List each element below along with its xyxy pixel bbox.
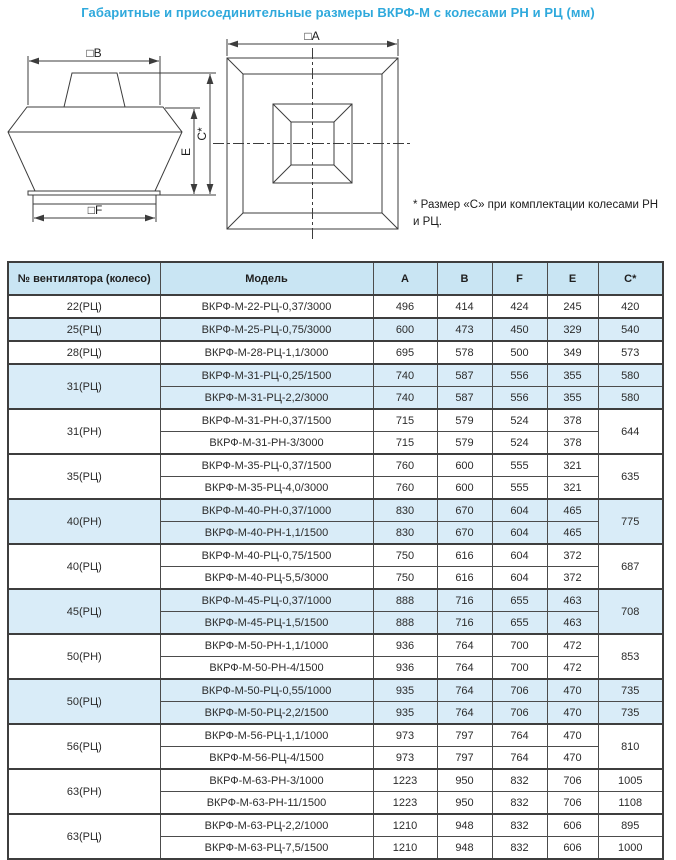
dim-a-cell: 830 [373,522,437,545]
table-row [8,409,663,432]
dim-b-cell: 578 [437,341,492,364]
dim-b-cell: 764 [437,657,492,680]
table-row [8,814,663,837]
dim-a-cell: 830 [373,499,437,522]
dim-b-cell: 473 [437,318,492,341]
table-header [8,262,663,295]
dim-a-cell: 760 [373,477,437,500]
dim-label-f: □F [87,203,103,217]
table-body [8,295,663,859]
wheel-cell: 40(РН) [8,499,160,544]
dim-f-cell: 500 [492,341,547,364]
dim-e-cell: 470 [547,747,598,770]
dim-a-cell: 936 [373,634,437,657]
side-view-diagram [0,48,222,228]
header-cell-0: № вентилятора (колесо) [8,262,160,295]
dim-c-cell: 735 [598,702,663,725]
dim-a-cell: 936 [373,657,437,680]
top-view-diagram [193,28,428,246]
wheel-cell: 45(РЦ) [8,589,160,634]
dim-f-cell: 604 [492,499,547,522]
dim-e-cell: 321 [547,477,598,500]
dim-a-cell: 935 [373,702,437,725]
wheel-cell: 63(РН) [8,769,160,814]
dim-b-cell: 764 [437,679,492,702]
wheel-cell: 31(РН) [8,409,160,454]
dim-b-cell: 579 [437,432,492,455]
dim-b-cell: 797 [437,724,492,747]
dim-a-cell: 715 [373,409,437,432]
dim-f-cell: 764 [492,747,547,770]
dim-e-cell: 606 [547,837,598,860]
dim-f-cell: 604 [492,544,547,567]
model-cell: ВКРФ-М-56-РЦ-4/1500 [160,747,373,770]
dim-b-cell: 948 [437,814,492,837]
table-row [8,634,663,657]
table-row [8,341,663,364]
dim-f-cell: 706 [492,702,547,725]
dim-f-cell: 524 [492,409,547,432]
dim-a-cell: 496 [373,295,437,318]
dim-e-cell: 349 [547,341,598,364]
model-cell: ВКРФ-М-50-РН-1,1/1000 [160,634,373,657]
header-cell-4: F [492,262,547,295]
dim-c-cell: 420 [598,295,663,318]
dim-e-cell: 472 [547,634,598,657]
dim-a-cell: 1223 [373,792,437,815]
dim-f-cell: 655 [492,612,547,635]
table-row [8,295,663,318]
dim-b-cell: 950 [437,792,492,815]
dim-f-cell: 556 [492,387,547,410]
dim-c-cell: 580 [598,364,663,387]
model-cell: ВКРФ-М-28-РЦ-1,1/3000 [160,341,373,364]
model-cell: ВКРФ-М-63-РЦ-2,2/1000 [160,814,373,837]
wheel-cell: 25(РЦ) [8,318,160,341]
dim-a-cell: 1210 [373,814,437,837]
wheel-cell: 63(РЦ) [8,814,160,859]
dim-b-cell: 948 [437,837,492,860]
dim-e-cell: 245 [547,295,598,318]
dim-e-cell: 706 [547,792,598,815]
dim-f-cell: 450 [492,318,547,341]
dim-a-cell: 715 [373,432,437,455]
dim-f-cell: 424 [492,295,547,318]
table-row [8,679,663,702]
dim-b-cell: 587 [437,387,492,410]
model-cell: ВКРФ-М-63-РН-3/1000 [160,769,373,792]
table-row [8,769,663,792]
dim-c-cell: 708 [598,589,663,634]
dim-a-cell: 973 [373,724,437,747]
dim-e-cell: 378 [547,432,598,455]
dim-e-cell: 355 [547,387,598,410]
model-cell: ВКРФ-М-56-РЦ-1,1/1000 [160,724,373,747]
dim-c-cell: 1108 [598,792,663,815]
dim-e-cell: 470 [547,724,598,747]
dim-e-cell: 465 [547,522,598,545]
dim-b-cell: 797 [437,747,492,770]
dim-f-cell: 655 [492,589,547,612]
dim-a-cell: 888 [373,612,437,635]
model-cell: ВКРФ-М-50-РЦ-0,55/1000 [160,679,373,702]
dim-a-cell: 740 [373,364,437,387]
dim-a-cell: 600 [373,318,437,341]
dim-a-cell: 750 [373,567,437,590]
header-row [8,262,663,295]
dim-f-cell: 706 [492,679,547,702]
dim-b-cell: 587 [437,364,492,387]
model-cell: ВКРФ-М-25-РЦ-0,75/3000 [160,318,373,341]
dim-c-cell: 644 [598,409,663,454]
table-row [8,454,663,477]
dim-e-cell: 321 [547,454,598,477]
dim-b-cell: 600 [437,454,492,477]
table-row [8,589,663,612]
dim-a-cell: 695 [373,341,437,364]
table-row [8,364,663,387]
model-cell: ВКРФ-М-40-РЦ-5,5/3000 [160,567,373,590]
dim-e-cell: 470 [547,679,598,702]
dim-e-cell: 372 [547,544,598,567]
model-cell: ВКРФ-М-22-РЦ-0,37/3000 [160,295,373,318]
wheel-cell: 40(РЦ) [8,544,160,589]
dim-e-cell: 463 [547,589,598,612]
wheel-cell: 50(РН) [8,634,160,679]
dim-f-cell: 555 [492,454,547,477]
dim-c-cell: 895 [598,814,663,837]
model-cell: ВКРФ-М-40-РН-1,1/1500 [160,522,373,545]
dim-c-cell: 1000 [598,837,663,860]
dim-b-cell: 950 [437,769,492,792]
dim-e-cell: 355 [547,364,598,387]
model-cell: ВКРФ-М-35-РЦ-4,0/3000 [160,477,373,500]
dim-b-cell: 616 [437,544,492,567]
dim-c-cell: 735 [598,679,663,702]
dim-e-cell: 463 [547,612,598,635]
dim-f-cell: 700 [492,634,547,657]
dim-a-cell: 973 [373,747,437,770]
wheel-cell: 56(РЦ) [8,724,160,769]
dim-label-a: □A [304,29,320,43]
dim-f-cell: 604 [492,522,547,545]
dim-e-cell: 372 [547,567,598,590]
dim-f-cell: 556 [492,364,547,387]
dim-e-cell: 378 [547,409,598,432]
model-cell: ВКРФ-М-45-РЦ-1,5/1500 [160,612,373,635]
header-cell-5: E [547,262,598,295]
dim-b-cell: 414 [437,295,492,318]
dim-b-cell: 600 [437,477,492,500]
dim-e-cell: 706 [547,769,598,792]
dim-c-cell: 687 [598,544,663,589]
dim-f-cell: 832 [492,837,547,860]
dim-b-cell: 716 [437,612,492,635]
dim-f-cell: 832 [492,769,547,792]
header-cell-3: B [437,262,492,295]
dim-c-cell: 853 [598,634,663,679]
model-cell: ВКРФ-М-31-РН-0,37/1500 [160,409,373,432]
dim-a-cell: 760 [373,454,437,477]
dim-e-cell: 606 [547,814,598,837]
dim-label-b: □B [86,48,102,60]
model-cell: ВКРФ-М-50-РН-4/1500 [160,657,373,680]
dim-b-cell: 616 [437,567,492,590]
dim-c-cell: 580 [598,387,663,410]
model-cell: ВКРФ-М-45-РЦ-0,37/1000 [160,589,373,612]
dim-a-cell: 1223 [373,769,437,792]
dim-a-cell: 740 [373,387,437,410]
dim-c-cell: 635 [598,454,663,499]
dim-b-cell: 670 [437,499,492,522]
model-cell: ВКРФ-М-31-РЦ-2,2/3000 [160,387,373,410]
dim-f-cell: 604 [492,567,547,590]
dim-f-cell: 764 [492,724,547,747]
dim-b-cell: 764 [437,634,492,657]
dimensions-table [7,261,664,860]
dim-f-cell: 524 [492,432,547,455]
dim-a-cell: 888 [373,589,437,612]
dim-label-c: C* [195,127,209,141]
header-cell-1: Модель [160,262,373,295]
dim-e-cell: 465 [547,499,598,522]
dim-e-cell: 472 [547,657,598,680]
wheel-cell: 28(РЦ) [8,341,160,364]
dim-e-cell: 329 [547,318,598,341]
header-cell-6: C* [598,262,663,295]
dim-a-cell: 750 [373,544,437,567]
table-row [8,544,663,567]
dim-c-cell: 573 [598,341,663,364]
dim-label-e: E [179,147,193,157]
model-cell: ВКРФ-М-50-РЦ-2,2/1500 [160,702,373,725]
dim-c-cell: 810 [598,724,663,769]
dim-c-cell: 775 [598,499,663,544]
table-row [8,318,663,341]
model-cell: ВКРФ-М-31-РЦ-0,25/1500 [160,364,373,387]
dim-b-cell: 670 [437,522,492,545]
dim-f-cell: 832 [492,792,547,815]
dim-b-cell: 764 [437,702,492,725]
model-cell: ВКРФ-М-63-РН-11/1500 [160,792,373,815]
table-row [8,724,663,747]
footnote: * Размер «С» при комплектации колесами РН и РЦ. [413,199,659,229]
model-cell: ВКРФ-М-31-РН-3/3000 [160,432,373,455]
model-cell: ВКРФ-М-63-РЦ-7,5/1500 [160,837,373,860]
wheel-cell: 35(РЦ) [8,454,160,499]
wheel-cell: 22(РЦ) [8,295,160,318]
dim-c-cell: 540 [598,318,663,341]
page-title: Габаритные и присоединительные размеры ВКРФ-М с колесами РН и РЦ (мм) [81,5,595,20]
table-row [8,499,663,522]
dim-e-cell: 470 [547,702,598,725]
dim-f-cell: 555 [492,477,547,500]
dim-b-cell: 579 [437,409,492,432]
model-cell: ВКРФ-М-35-РЦ-0,37/1500 [160,454,373,477]
wheel-cell: 31(РЦ) [8,364,160,409]
dim-f-cell: 700 [492,657,547,680]
wheel-cell: 50(РЦ) [8,679,160,724]
dim-f-cell: 832 [492,814,547,837]
header-cell-2: A [373,262,437,295]
dim-a-cell: 935 [373,679,437,702]
dim-b-cell: 716 [437,589,492,612]
model-cell: ВКРФ-М-40-РН-0,37/1000 [160,499,373,522]
model-cell: ВКРФ-М-40-РЦ-0,75/1500 [160,544,373,567]
dim-a-cell: 1210 [373,837,437,860]
dim-c-cell: 1005 [598,769,663,792]
